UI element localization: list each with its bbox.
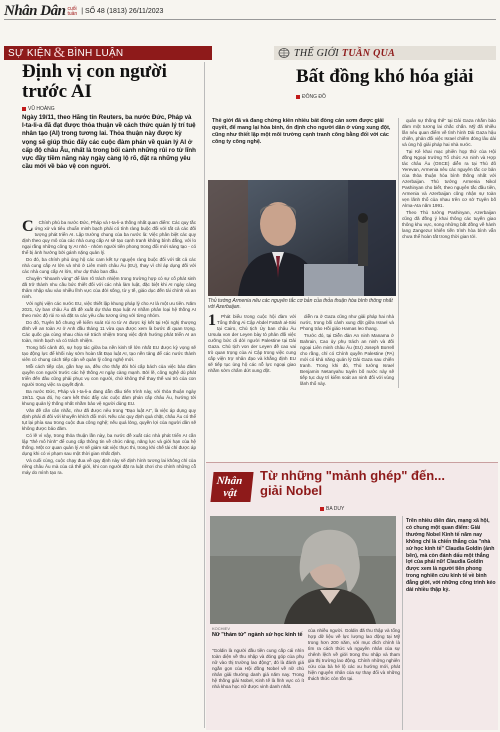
article-title-bottom: Từ những "mảnh ghép" đến... giải Nobel [260, 468, 445, 498]
author-name: ĐÔNG ĐỒ [302, 94, 326, 100]
byline-bottom [320, 506, 344, 512]
byline-marker-icon [320, 507, 324, 511]
subheading: Nữ "thám tử" ngành sử học kinh tế [212, 632, 303, 638]
byline-right [296, 94, 326, 100]
paragraph: Có lẽ vì vậy, trong thỏa thuận lần này, ba nước đề xuất các nhà phát triển AI cần lập "thẻ mô hình" để cung cấp thông tin về chức năng, năng lực và giới hạn của hệ thống. Một cơ quan quản lý AI sẽ giám sát việc thực thi, trong khi chế tài chỉ được áp dụng khi có vi phạm sau một thời gian nhất định. [22, 433, 196, 456]
lead-left: Ngày 19/11, theo Hãng tin Reuters, ba nước Đức, Pháp và I-ta-li-a đã đạt được thỏa thuận về cách thức quản lý trí tuệ nhân tạo (AI) trong tương lai. Thỏa thuận này được kỳ vọng sẽ giúp thúc đẩy các cuộc đàm phán về quản lý AI ở cấp độ châu Âu, nhất là trong bối cảnh những rủi ro từ lĩnh vực đầy tiềm năng này ngày càng lộ rõ, đặt ra những yêu cầu mới về bảo vệ con người. [22, 114, 196, 171]
lead-right: Thế giới đã và đang chứng kiến nhiều bất đồng cản sơm được giải quyết, để mang lại hòa bình, ổn định cho người dân ở vùng xung đột, cũng như thiết lập một môi trường cạnh tranh công bằng đối với các công ty công nghệ. [212, 118, 391, 145]
photo-caption: Thủ tướng Armenia nêu các nguyên tắc cơ bản của thỏa thuận hòa bình thông nhất với Azerbaijan. [208, 298, 393, 311]
article-title-right: Bất đồng khó hóa giải [296, 66, 474, 87]
section-amp: & [53, 44, 66, 61]
dropcap: 1 [208, 314, 216, 329]
article-body-left [22, 220, 196, 730]
badge-line-1: Nhân [216, 475, 243, 487]
section-label-commentary: BÌNH LUẬN [67, 47, 124, 59]
paragraph: Tại Kê khai mạc phiên họp thứ của Hội đồng Ngoại trưởng Tổ chức An ninh và Hợp tác châu Âu (OSCE) diễn ra tại Thủ đô Yerevan, Armenia nêu các nguyên tắc cơ bản của thỏa thuận hòa bình thống nhất với Azerbaijan. Thủ tướng Armenia Nikol Pashinyan cho biết, theo nguyên tắc đầu tiên, Armenia và Azerbaijan công nhận sự toàn vẹn lãnh thổ của nhau trên cơ sở Tuyên bố Alma-Ata năm 1991. [402, 149, 496, 208]
paragraph: Mỗi cách tiếp cận, gần hay xa, đều cho thấy đòi hỏi cấp bách của việc bảo đảm quyền con người trước các hệ thống AI ngày càng mạnh. Bởi lẽ, công nghệ dù phát triển đến đâu cũng phải phục vụ con người, chứ không thể thay thế vai trò của con người trong việc ra quyết định. [22, 364, 196, 387]
section-label-events: SỰ KIỆN [8, 47, 52, 59]
paragraph: Văn đề cần cân nhắc, như đã được nêu trong "Đạo luật AI", là việc áp dụng quy định phải đi đôi với khuyến khích đổi mới. Nếu các quy định quá chặt, châu Âu có thể tụt lại phía sau trong cuộc đua công nghệ; nếu quá lỏng, quyền lợi của người dân sẽ không được bảo đảm. [22, 408, 196, 431]
article-body-bottom-col-b: của nhiều người. Goldin đã thu thập và tổng hợp dữ liệu về lực lượng lao động tại Mỹ trong hơn 200 năm, với mục đích chính là tìm ra cách thức và nguyên nhân của sự chênh lệch về giới trong thu nhập và tham gia thị trường lao động. Chính những nghiên cứu của bà hé lộ các xu hướng mới, phát hiện nguyên nhân của sự thay đổi và những thách thức còn tồn tại. [308, 628, 400, 681]
logo-subtitle-line-2: tuần [67, 10, 78, 17]
section-bar-left [4, 46, 212, 60]
photo-illustration [208, 180, 396, 296]
author-name: BA DUY [326, 506, 345, 512]
byline-marker-icon [22, 107, 26, 111]
paragraph: Và cuối cùng, cuộc chạy đua về quy định này sẽ định hình tương lai không chỉ của riêng châu Âu mà của cả thế giới, khi con người đặt ra luật chơi cho chính những cỗ máy do mình tạo ra. [22, 458, 196, 475]
paragraph: Phát biểu trong cuộc hội đàm với Tổng thống Ai Cập Abdel Fattah al-Sisi tại Cairo, Chủ tịch Ủy ban châu Âu Ursula von der Leyen bày tỏ phản đối việc cưỡng bức di dời người Palestine tại Dải Gaza. Chủ tịch von der Leyen đề cao vai trò quan trọng của Ai Cập trong việc cung cấp viện trợ nhân đạo và khẳng định EU sẽ tiếp tục ủng hộ các nỗ lực ngoại giao nhằm sớm chấm dứt xung đột. [208, 314, 296, 373]
article-body-right-col3 [402, 118, 496, 388]
logo-subtitle-line-1: cuối [67, 5, 77, 12]
paragraph: Trong bối cảnh đó, sự hợp tác giữa ba nền kinh tế lớn nhất EU được kỳ vọng sẽ tạo động lực để khối này sớm hoàn tất Đạo luật AI, tạo nền tảng để các nước thành viên có chung cách tiếp cận về quản lý công nghệ mới. [22, 345, 196, 362]
photo-armenia-pm [208, 180, 396, 296]
badge-line-2: vật [222, 487, 238, 499]
paragraph: Theo Thủ tướng Pashinyan, Azerbaijan cũng đã đồng ý khai thông các tuyến giao thông khu vực, song những bất đồng về hành lang Zangezur khiến tiến trình hòa bình vẫn chưa thể hoàn tất trong thời gian tới. [402, 210, 496, 239]
paragraph: diễn ra ở Gaza cũng như giải pháp hai nhà nước, trong bối cảnh xung đột giữa Israel và Phong trào Hồi giáo Hamas leo thang. [300, 314, 394, 331]
article-body-bottom-col-c: Trên nhiều diễn đàn, mạng xã hội, có chung một quan điểm: Giải thưởng Nobel Kinh tế năm nay không chỉ là chiến thắng của "nhà sử học kinh tế" Claudia Goldin (ảnh bên), mà còn đánh dấu một thắng lợi của phái nữ! Claudia Goldin được xem là người tiên phong trong nghiên cứu kinh tế về bình đẳng giới, với những công trình kéo dài nhiều thập kỷ. [406, 518, 496, 594]
article-title-left: Định vị con người trước AI [22, 61, 167, 102]
globe-icon [278, 48, 290, 58]
paragraph: quân sự thống thế" tại Dải Gaza nhằm bảo đảm một tương lai chắc chắn. Mỹ đã nhiều lần nêu quan điểm về tình hình Dải Gaza hậu chiến, phản đối việc Israel chiếm đóng lâu dài và ủng hộ giải pháp hai nhà nước. [402, 118, 496, 147]
column-divider [402, 516, 403, 730]
paragraph: Chuyện "khoanh vùng" để làm rõ trách nhiệm trong trường hợp có sự cố phát sinh đã trở thành nhu cầu bức thiết đối với các nhà làm luật, đặc biệt khi AI ngày càng thâm nhập sâu vào nhiều lĩnh vực của đời sống, từ y tế, giáo dục đến tài chính và an ninh. [22, 276, 196, 299]
portrait-illustration [210, 516, 396, 624]
byline-marker-icon [296, 95, 300, 99]
byline-left [22, 106, 55, 112]
section-badge-nhan-vat [210, 472, 253, 502]
paragraph: Do đó, ba chính phủ ủng hộ các cam kết tự nguyện ràng buộc đối với tất cả các nhà cung cấp AI lớn và nhỏ ở Liên minh châu Âu (EU), thay vì chỉ áp dụng đối với các nhà cung cấp AI lớn, như dự thảo ban đầu. [22, 257, 196, 274]
paragraph: Với nghị viện các nước EU, việc thiết lập khung pháp lý cho AI là một ưu tiên. Năm 2021, Ủy ban châu Âu đã đề xuất dự thảo Đạo luật AI nhằm phân loại hệ thống AI theo mức độ rủi ro và đặt ra các yêu cầu tương ứng với từng nhóm. [22, 301, 196, 318]
masthead [4, 4, 496, 20]
section-label-world: THẾ GIỚI [294, 47, 339, 59]
paragraph: Do đó, Tuyên bố chung về kiểm soát rủi ro từ AI được ký kết tại Hội nghị thượng đỉnh về an toàn AI ở Anh đầu tháng 11 vừa qua được xem là bước đi quan trọng. Các quốc gia cùng nhau chia sẻ trách nhiệm trong việc định hướng phát triển AI an toàn, minh bạch và có trách nhiệm. [22, 320, 196, 343]
article-body-bottom-col-a: "Goldin là người đầu tiên cung cấp cái nhìn toàn diện về thu nhập và đóng góp của phụ nữ vào thị trường lao động", đó là đánh giá ngắn gọn của Hội đồng Nobel về nữ chủ nhân giải thưởng danh giá năm nay. Trong hệ thống giải Nobel, Kinh tế là lĩnh vực có ít nhà khoa học nữ được vinh danh nhất. [212, 648, 304, 689]
section-label-week: TUẦN QUA [341, 47, 396, 59]
photo-credit: KOCHIEV [212, 626, 231, 631]
author-name: VŨ HOÀNG [28, 106, 55, 112]
paragraph: Trước đó, tại Diễn đàn An ninh Manama ở Bahrain, Cao ủy phụ trách an ninh và đối ngoại Liên minh châu Âu (EU) Joseph Borrell cho rằng, chỉ có Chính quyền Palestine (PA) mới có khả năng quản lý Dải Gaza sau chiến tranh. Trong khi đó, Thủ tướng Israel Benjamin Netanyahu tuyên bố nước này sẽ tiếp tục duy trì kiểm soát an ninh đối với vùng lãnh thổ này. [300, 333, 394, 386]
article-body-right-col2 [300, 314, 394, 460]
column-divider [398, 118, 399, 388]
photo-claudia-goldin [210, 516, 396, 624]
newspaper-logo: Nhân Dân [4, 3, 66, 19]
column-divider [204, 62, 205, 728]
section-bar-right [274, 46, 496, 60]
paragraph: Ba nước Đức, Pháp và I-ta-li-a đang dẫn đầu tiến trình này, với thỏa thuận ngày 19/11. Qua đó, họ cam kết thúc đẩy các cuộc đàm phán cấp châu Âu, hướng tới khung quản lý thống nhất nhằm bảo vệ người dùng EU. [22, 389, 196, 406]
article-body-right-col1 [208, 314, 296, 460]
paragraph: Chính phủ ba nước Đức, Pháp và I-ta-li-a thống nhất quan điểm: Các quy tắc ứng xử và tiêu chuẩn minh bạch phải có tính ràng buộc đối với tất cả các đối tượng phát triển AI. Lập trường chung của ba nước là: Việc phân biệt các quy định theo quy mô của các nhà cung cấp AI sẽ tạo cạnh tranh không bình đẳng, với lo ngại rằng những công ty AI nhỏ - nhóm người tiên phong trong đổi mới sáng tạo - có thể bị ảnh hưởng bởi gánh nặng quản lý. [22, 220, 196, 255]
dropcap: C [22, 220, 34, 235]
issue-info: | SỐ 48 (1813) 26/11/2023 [81, 8, 164, 15]
logo-subtitle [67, 7, 77, 17]
